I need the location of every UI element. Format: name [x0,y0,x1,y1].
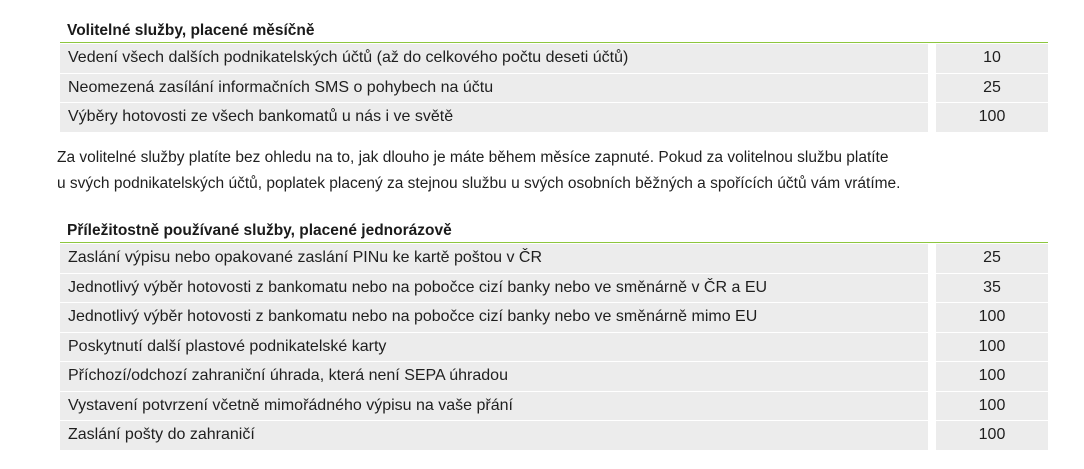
service-price: 100 [936,303,1048,332]
table-row [60,102,1048,132]
service-price: 25 [936,74,1048,103]
note-line-2: u svých podnikatelských účtů, poplatek placený za stejnou službu u svých osobních běžných a spořících účtů vám vrátíme. [57,175,901,192]
table-row [60,273,1048,303]
service-label: Jednotlivý výběr hotovosti z bankomatu nebo na pobočce cizí banky nebo ve směnárně v ČR a EU [60,274,928,303]
service-label: Příchozí/odchozí zahraniční úhrada, která není SEPA úhradou [60,362,928,391]
service-label: Jednotlivý výběr hotovosti z bankomatu nebo na pobočce cizí banky nebo ve směnárně mimo EU [60,303,928,332]
note-line-1: Za volitelné služby platíte bez ohledu na to, jak dlouho je máte během měsíce zapnuté. Pokud za volitelnou službu platíte [57,149,889,166]
service-price: 100 [936,103,1048,132]
service-label: Zaslání pošty do zahraničí [60,421,928,450]
table-row [60,302,1048,332]
table-row [60,44,1048,73]
service-price: 100 [936,421,1048,450]
table-row [60,332,1048,362]
service-label: Výběry hotovosti ze všech bankomatů u nás i ve světě [60,103,928,132]
service-price: 10 [936,44,1048,73]
service-label: Vystavení potvrzení včetně mimořádného výpisu na vaše přání [60,392,928,421]
occasional-services-title: Příležitostně používané služby, placené jednorázově [67,222,452,239]
service-label: Vedení všech dalších podnikatelských účtů (až do celkového počtu deseti účtů) [60,44,928,73]
service-price: 35 [936,274,1048,303]
note-paragraph [57,145,1057,197]
occasional-services-table [60,244,1048,450]
service-price: 25 [936,244,1048,273]
service-label: Poskytnutí další plastové podnikatelské karty [60,333,928,362]
service-price: 100 [936,333,1048,362]
monthly-services-section [60,20,1048,132]
table-row [60,73,1048,103]
section-divider [60,242,1048,243]
table-row [60,391,1048,421]
occasional-services-section [60,220,1048,450]
table-row [60,244,1048,273]
service-label: Zaslání výpisu nebo opakované zaslání PINu ke kartě poštou v ČR [60,244,928,273]
service-label: Neomezená zasílání informačních SMS o pohybech na účtu [60,74,928,103]
table-row [60,361,1048,391]
monthly-services-table [60,44,1048,132]
service-price: 100 [936,392,1048,421]
section-divider [60,42,1048,43]
monthly-services-title: Volitelné služby, placené měsíčně [67,22,315,39]
service-price: 100 [936,362,1048,391]
table-row [60,420,1048,450]
